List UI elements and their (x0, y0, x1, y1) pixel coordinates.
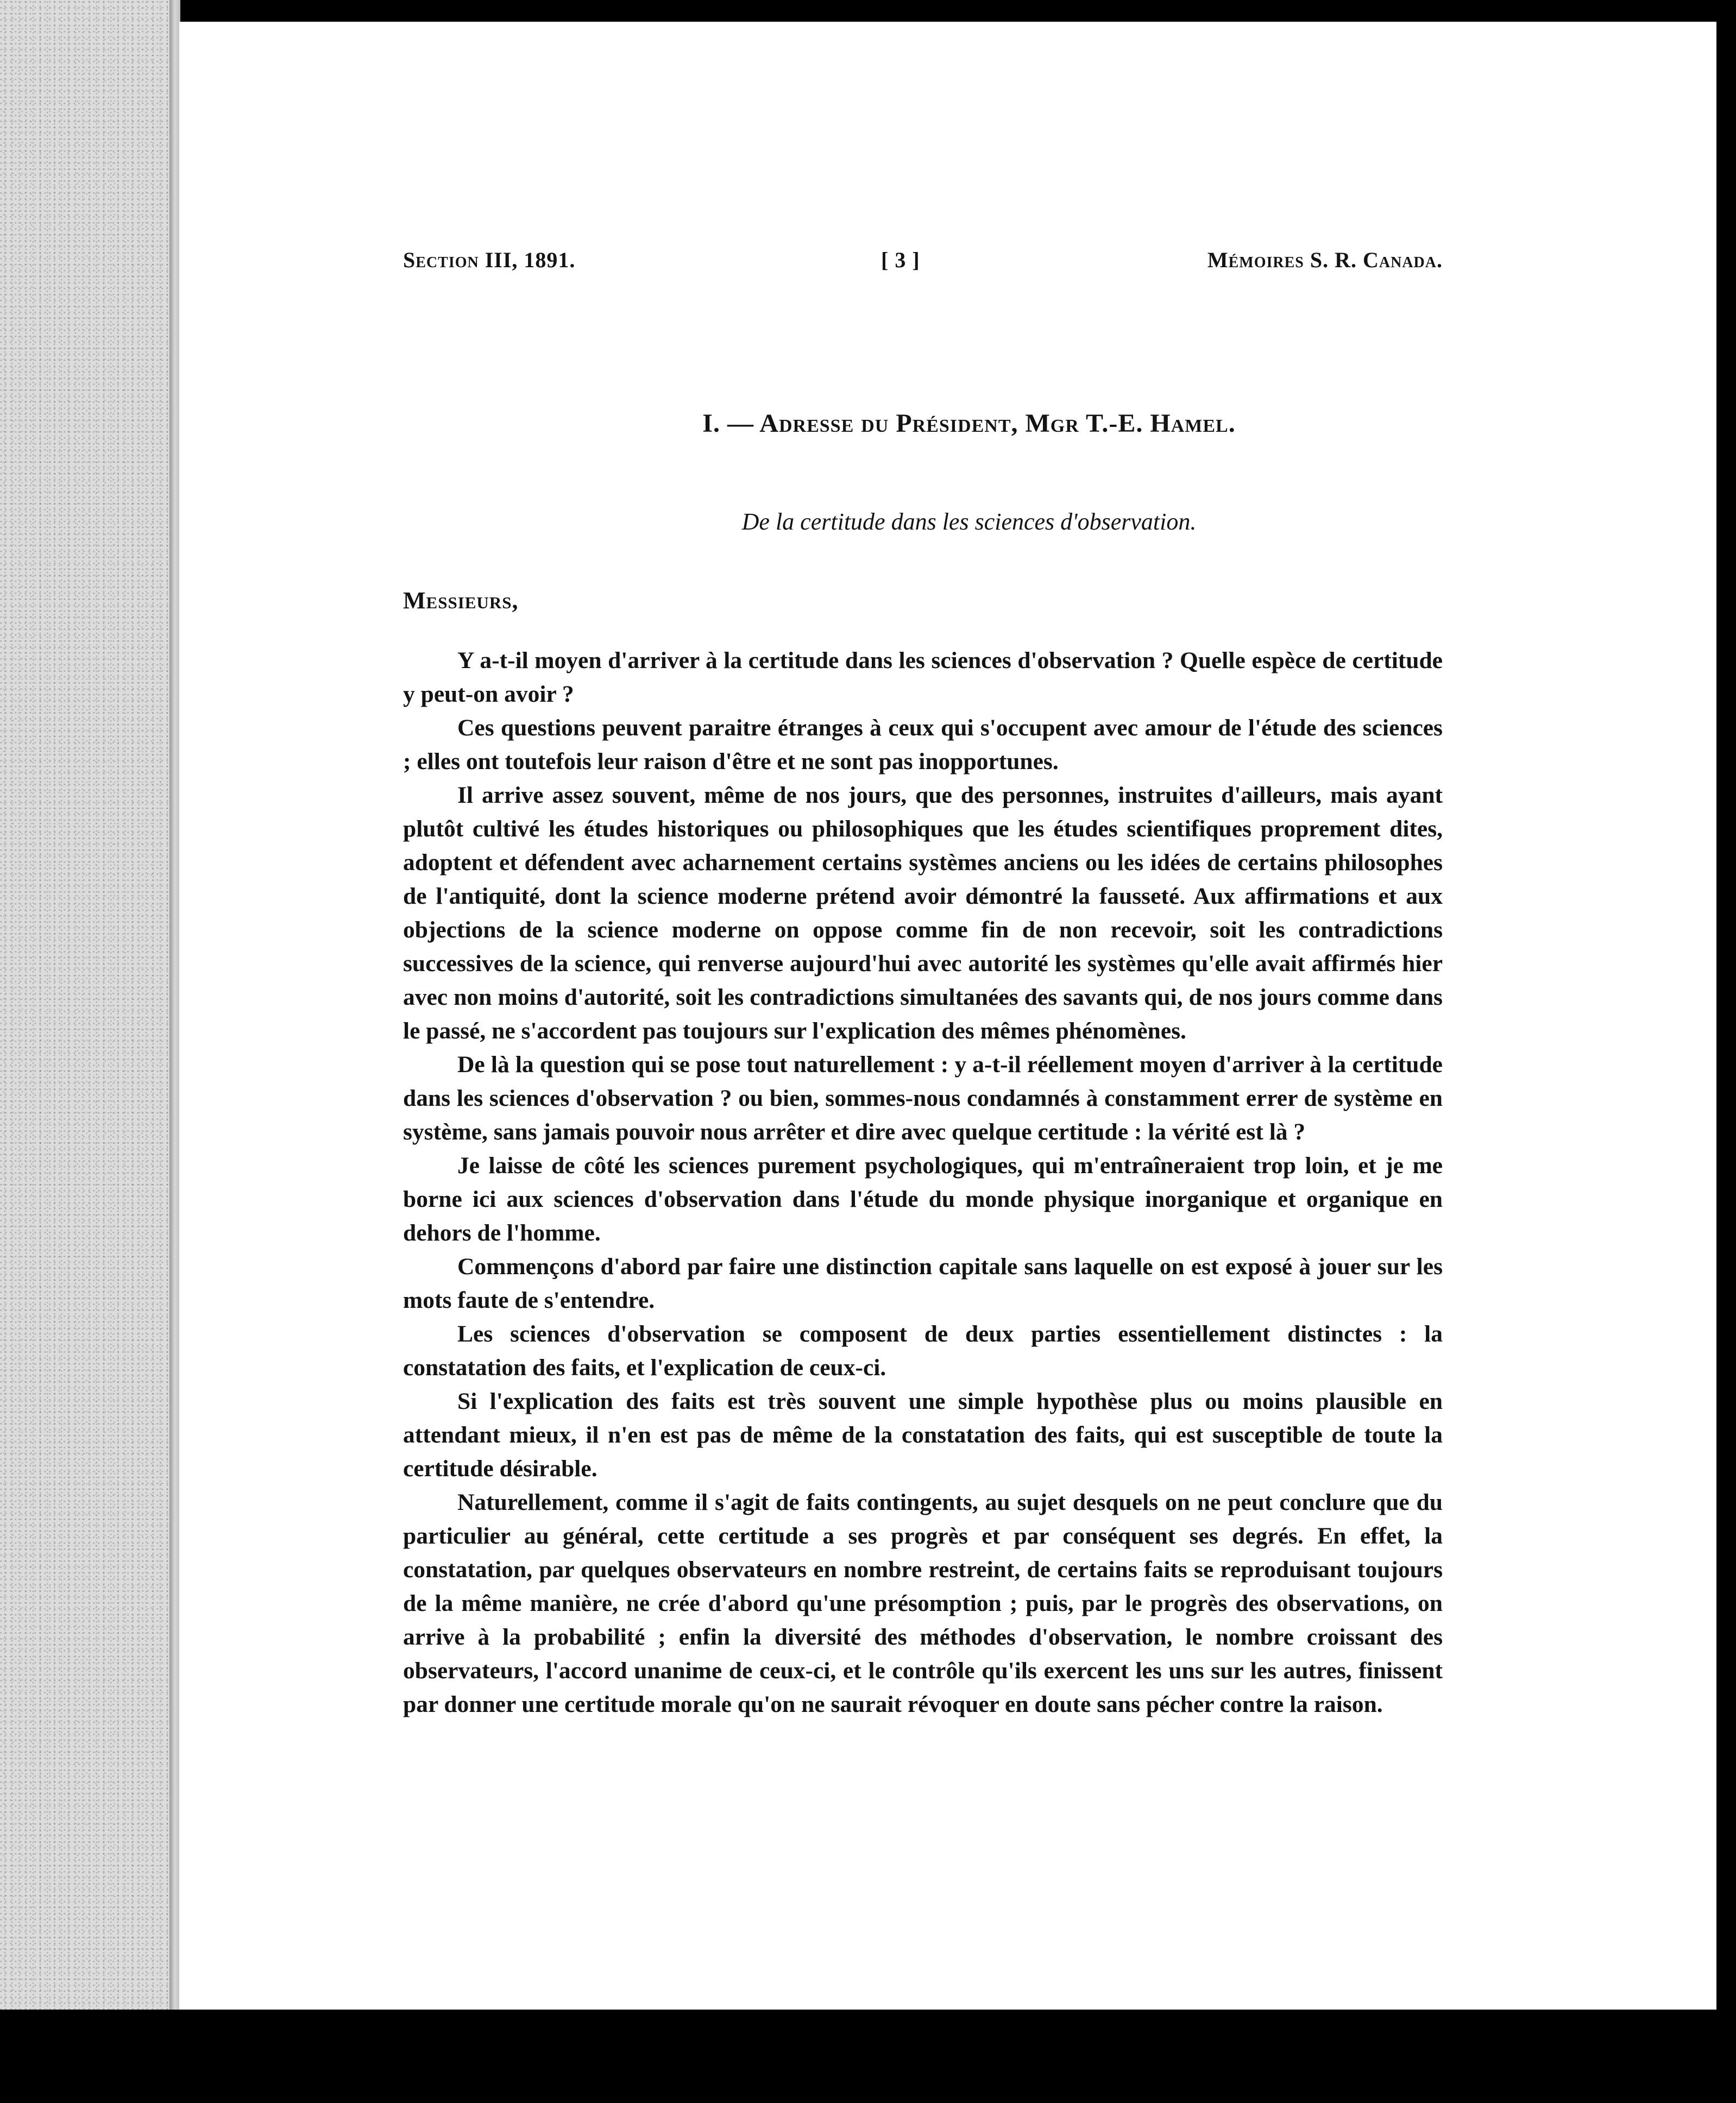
article-title: I. — Adresse du Président, Mgr T.-E. Hamel. (702, 409, 1236, 438)
paragraph: Il arrive assez souvent, même de nos jours, que des personnes, instruites d'ailleurs, mais ayant plutôt cultivé les études historiques ou philosophiques que les études scientifiques proprement dites, adoptent et défendent avec acharnement certains systèmes anciens ou les idées de certains philosophes de l'antiquité, dont la science moderne prétend avoir démontré la fausseté. Aux affirmations et aux objections de la science moderne on oppose comme fin de non recevoir, soit les contradictions successives de la science, qui renverse aujourd'hui avec autorité les systèmes qu'elle avait affirmés hier avec non moins d'autorité, soit les contradictions simultanées des savants qui, de nos jours comme dans le passé, ne s'accordent pas toujours sur l'explication des mêmes phénomènes. (403, 782, 1443, 1044)
paragraph: Y a-t-il moyen d'arriver à la certitude dans les sciences d'observation ? Quelle espèce de certitude y peut-on avoir ? (403, 647, 1443, 707)
page-gutter-fold (169, 0, 180, 2103)
article-subtitle: De la certitude dans les sciences d'observation. (741, 508, 1197, 535)
adjacent-page-edge (0, 0, 179, 2103)
paragraph: Je laisse de côté les sciences purement psychologiques, qui m'entraîneraient trop loin, et je me borne ici aux sciences d'observation dans l'étude du monde physique inorganique et organique en dehors de l'homme. (403, 1153, 1443, 1246)
header-journal: Mémoires S. R. Canada. (1207, 248, 1443, 272)
header-page-number: [ 3 ] (881, 248, 920, 272)
paragraph: Les sciences d'observation se composent de deux parties essentiellement distinctes : la constatation des faits, et l'explication de ceux-ci. (403, 1321, 1443, 1381)
salutation: Messieurs, (403, 587, 519, 614)
paragraph: Naturellement, comme il s'agit de faits contingents, au sujet desquels on ne peut conclure que du particulier au général, cette certitude a ses progrès et par conséquent ses degrés. En effet, la constatation, par quelques observateurs en nombre restreint, de certains faits se reproduisant toujours de la même manière, ne crée d'abord qu'une présomption ; puis, par le progrès des observations, on arrive à la probabilité ; enfin la diversité des méthodes d'observation, le nombre croissant des observateurs, l'accord unanime de ceux-ci, et le contrôle qu'ils exercent les uns sur les autres, finissent par donner une certitude morale qu'on ne saurait révoquer en doute sans pécher contre la raison. (403, 1489, 1443, 1717)
paragraph: De là la question qui se pose tout naturellement : y a-t-il réellement moyen d'arriver à la certitude dans les sciences d'observation ? ou bien, sommes-nous condamnés à constamment errer de système en système, sans jamais pouvoir nous arrêter et dire avec quelque certitude : la vérité est là ? (403, 1052, 1443, 1145)
header-section: Section III, 1891. (403, 248, 576, 272)
paragraph: Ces questions peuvent paraitre étranges à ceux qui s'occupent avec amour de l'étude des sciences ; elles ont toutefois leur raison d'être et ne sont pas inopportunes. (403, 715, 1443, 775)
body-text (403, 644, 1443, 1721)
paragraph: Si l'explication des faits est très souvent une simple hypothèse plus ou moins plausible en attendant mieux, il n'en est pas de même de la constatation des faits, qui est susceptible de toute la certitude désirable. (403, 1388, 1443, 1482)
running-header (403, 247, 1443, 285)
scan-border-bottom (0, 2010, 1736, 2103)
paragraph: Commençons d'abord par faire une distinction capitale sans laquelle on est exposé à jouer sur les mots faute de s'entendre. (403, 1254, 1443, 1313)
